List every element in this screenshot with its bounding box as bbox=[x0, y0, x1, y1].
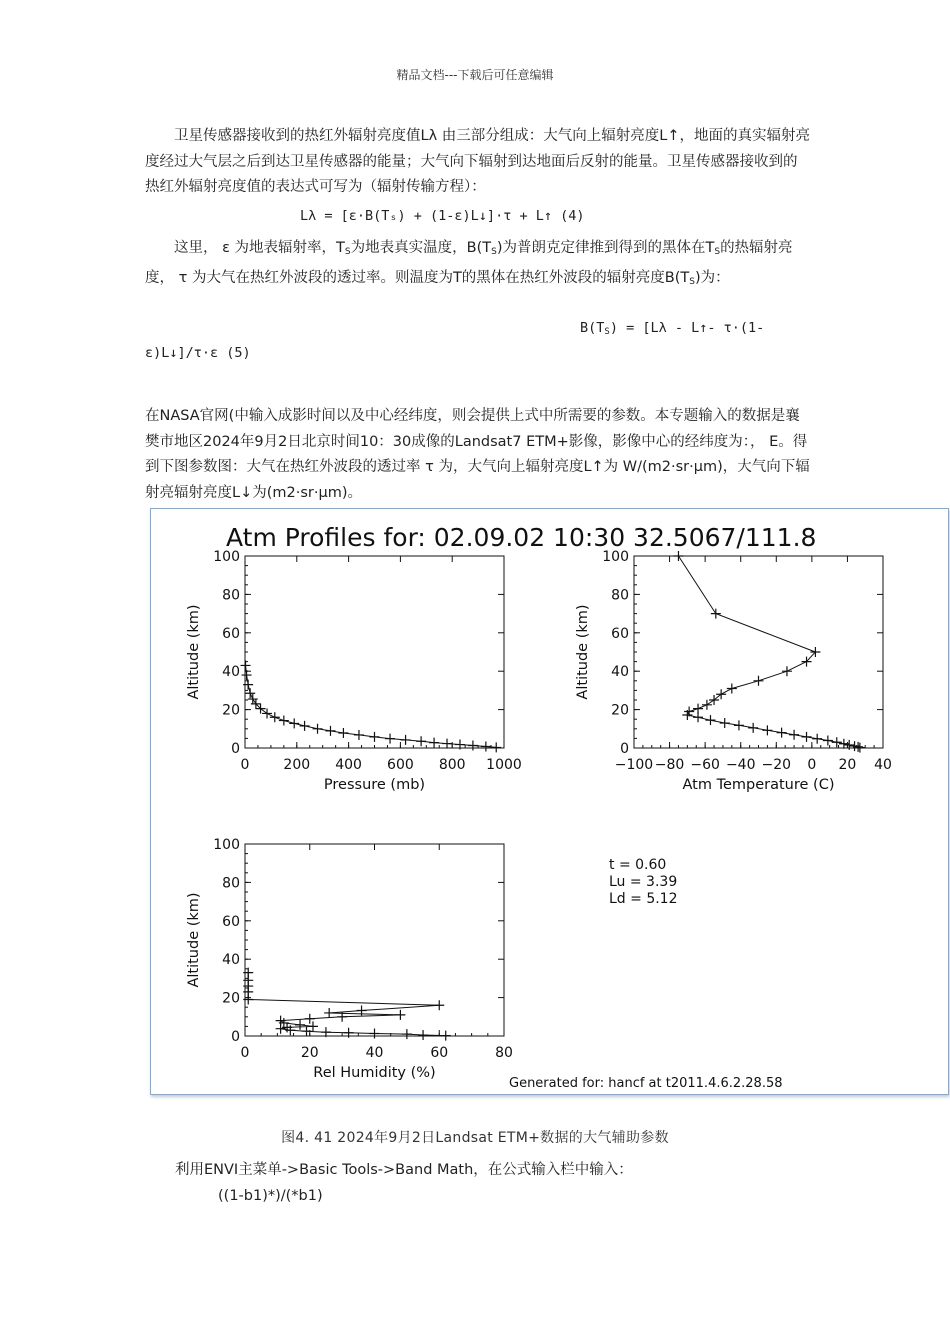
chart-title: Atm Profiles for: 02.09.02 10:30 32.5067/111.8 bbox=[226, 523, 817, 552]
y-tick-label: 40 bbox=[611, 664, 629, 681]
data-point-marker bbox=[716, 689, 726, 699]
y-axis-label: Altitude (km) bbox=[186, 892, 202, 988]
equation-4: Lλ = [ε·B(Tₛ) + (1-ε)L↓]·τ + L↑ (4) bbox=[300, 208, 585, 224]
param-t: t = 0.60 bbox=[609, 857, 667, 873]
data-point-marker bbox=[395, 1010, 405, 1020]
data-point-marker bbox=[673, 551, 683, 561]
x-tick-label: 40 bbox=[874, 757, 892, 773]
x-tick-label: 1000 bbox=[486, 757, 522, 773]
data-point-marker bbox=[324, 1008, 334, 1018]
y-tick-label: 100 bbox=[213, 549, 240, 565]
y-tick-label: 60 bbox=[222, 913, 240, 930]
data-point-marker bbox=[385, 734, 395, 744]
profile-line-2 bbox=[248, 973, 446, 1036]
y-tick-label: 20 bbox=[222, 990, 240, 1007]
figure-caption: 图4. 41 2024年9月2日Landsat ETM+数据的大气辅助参数 bbox=[281, 1130, 669, 1146]
plot-frame-1 bbox=[634, 556, 883, 748]
paragraph-definitions: 这里， ε 为地表辐射率，$T_S$为地表真实温度，$B(T_S)$为普朗克定律推到得到的黑体在$T_S$的热辐射亮度， τ 为大气在热红外波段的透过率。则温度为T的黑体在热红外波段的辐射亮度$B(T_S)$为： bbox=[145, 240, 793, 287]
data-point-marker bbox=[402, 1029, 412, 1039]
x-tick-label: −40 bbox=[725, 757, 756, 773]
y-axis-label: Altitude (km) bbox=[575, 604, 591, 700]
data-point-marker bbox=[418, 1030, 428, 1040]
data-point-marker bbox=[823, 736, 833, 746]
y-tick-label: 0 bbox=[231, 1029, 240, 1045]
data-point-marker bbox=[705, 715, 715, 725]
x-axis-label: Atm Temperature (C) bbox=[682, 777, 835, 793]
data-point-marker bbox=[855, 743, 865, 753]
x-tick-label: 600 bbox=[387, 757, 414, 773]
data-point-marker bbox=[754, 676, 764, 686]
y-tick-label: 100 bbox=[602, 549, 629, 565]
y-tick-label: 100 bbox=[213, 837, 240, 853]
equation-5-line1: $B(T_S) = [L\lambda$ - L↑- τ·(1- bbox=[580, 320, 765, 337]
data-point-marker bbox=[441, 1031, 451, 1041]
atm-profiles-figure bbox=[150, 508, 949, 1095]
x-tick-label: −20 bbox=[761, 757, 792, 773]
data-point-marker bbox=[434, 1000, 444, 1010]
param-lu: Lu = 3.39 bbox=[609, 874, 678, 890]
data-point-marker bbox=[777, 728, 787, 738]
data-point-marker bbox=[325, 726, 335, 736]
data-point-marker bbox=[720, 718, 730, 728]
x-axis-label: Rel Humidity (%) bbox=[313, 1065, 436, 1081]
param-ld: Ld = 5.12 bbox=[609, 891, 678, 907]
data-point-marker bbox=[734, 720, 744, 730]
y-tick-label: 40 bbox=[222, 952, 240, 969]
x-tick-label: −80 bbox=[654, 757, 685, 773]
x-tick-label: 0 bbox=[240, 757, 250, 773]
formula-text: ((1-b1)*)/(*b1) bbox=[218, 1188, 323, 1204]
data-point-marker bbox=[370, 732, 380, 742]
x-tick-label: 0 bbox=[240, 1045, 250, 1061]
y-tick-label: 80 bbox=[222, 587, 240, 604]
paragraph-intro: 卫星传感器接收到的热红外辐射亮度值Lλ 由三部分组成：大气向上辐射亮度L↑，地面的真实辐射亮度经过大气层之后到达卫星传感器的能量；大气向下辐射到达地面后反射的能量。卫星传感器接收到的热红外辐射亮度值的表达式可写为（辐射传输方程）： bbox=[145, 128, 810, 195]
data-point-marker bbox=[416, 736, 426, 746]
y-tick-label: 40 bbox=[222, 664, 240, 681]
x-tick-label: 40 bbox=[365, 1045, 384, 1061]
x-tick-label: 0 bbox=[807, 757, 817, 773]
data-point-marker bbox=[354, 730, 364, 740]
data-point-marker bbox=[279, 716, 289, 726]
data-point-marker bbox=[727, 683, 737, 693]
y-axis-label: Altitude (km) bbox=[186, 604, 202, 700]
data-point-marker bbox=[832, 737, 842, 747]
data-point-marker bbox=[442, 739, 452, 749]
plot-frame-2 bbox=[245, 844, 504, 1036]
y-tick-label: 60 bbox=[222, 625, 240, 642]
profile-line-0 bbox=[246, 665, 497, 747]
y-tick-label: 20 bbox=[222, 702, 240, 719]
data-point-marker bbox=[289, 718, 299, 728]
profile-line-1 bbox=[679, 556, 860, 748]
data-point-marker bbox=[300, 721, 310, 731]
data-point-marker bbox=[762, 725, 772, 735]
y-tick-label: 80 bbox=[222, 875, 240, 892]
data-point-marker bbox=[748, 723, 758, 733]
data-point-marker bbox=[370, 1029, 380, 1039]
y-tick-label: 0 bbox=[620, 741, 629, 757]
data-point-marker bbox=[241, 660, 251, 670]
equation-5-line2: ε)L↓]/τ·ε (5) bbox=[145, 345, 251, 361]
paragraph-nasa: 在NASA官网(中输入成影时间以及中心经纬度，则会提供上式中所需要的参数。本专题输入的数据是襄樊市地区2024年9月2日北京时间10：30成像的Landsat7 ETM+影像，影像中心的经纬度为：， E。得到下图参数图：大气在热红外波段的透过率 τ 为，大气向上辐射亮度L↑为 W/(m2·sr·μm)，大气向下辐射亮辐射亮度L↓为(m2·sr·μm)。 bbox=[145, 408, 810, 501]
data-point-marker bbox=[313, 724, 323, 734]
data-point-marker bbox=[812, 734, 822, 744]
y-tick-label: 20 bbox=[611, 702, 629, 719]
x-tick-label: 400 bbox=[335, 757, 362, 773]
data-point-marker bbox=[702, 700, 712, 710]
data-point-marker bbox=[693, 704, 703, 714]
y-tick-label: 80 bbox=[611, 587, 629, 604]
data-point-marker bbox=[468, 741, 478, 751]
y-tick-label: 0 bbox=[231, 741, 240, 757]
data-point-marker bbox=[338, 728, 348, 738]
y-tick-label: 60 bbox=[611, 625, 629, 642]
x-tick-label: 20 bbox=[300, 1045, 319, 1061]
data-point-marker bbox=[429, 738, 439, 748]
page-header: 精品文档---下载后可任意编辑 bbox=[396, 68, 554, 82]
data-point-marker bbox=[802, 732, 812, 742]
x-tick-label: 60 bbox=[430, 1045, 449, 1061]
data-point-marker bbox=[401, 735, 411, 745]
data-point-marker bbox=[782, 666, 792, 676]
data-point-marker bbox=[245, 688, 255, 698]
data-point-marker bbox=[711, 609, 721, 619]
data-point-marker bbox=[693, 712, 703, 722]
data-point-marker bbox=[481, 741, 491, 751]
data-point-marker bbox=[491, 742, 501, 752]
x-tick-label: −60 bbox=[690, 757, 720, 773]
paragraph-envi: 利用ENVI主菜单->Basic Tools->Band Math，在公式输入栏中输入： bbox=[175, 1162, 633, 1178]
data-point-marker bbox=[295, 1020, 305, 1030]
x-axis-label: Pressure (mb) bbox=[323, 777, 426, 793]
data-point-marker bbox=[789, 730, 799, 740]
chart-footer: Generated for: hancf at t2011.4.6.2.28.58 bbox=[509, 1076, 783, 1091]
x-tick-label: 80 bbox=[495, 1045, 513, 1061]
x-tick-label: 800 bbox=[438, 757, 466, 773]
x-tick-label: 200 bbox=[283, 757, 311, 773]
atm-profiles-chart bbox=[151, 509, 948, 1094]
x-tick-label: 20 bbox=[838, 757, 857, 773]
x-tick-label: −100 bbox=[614, 757, 654, 773]
